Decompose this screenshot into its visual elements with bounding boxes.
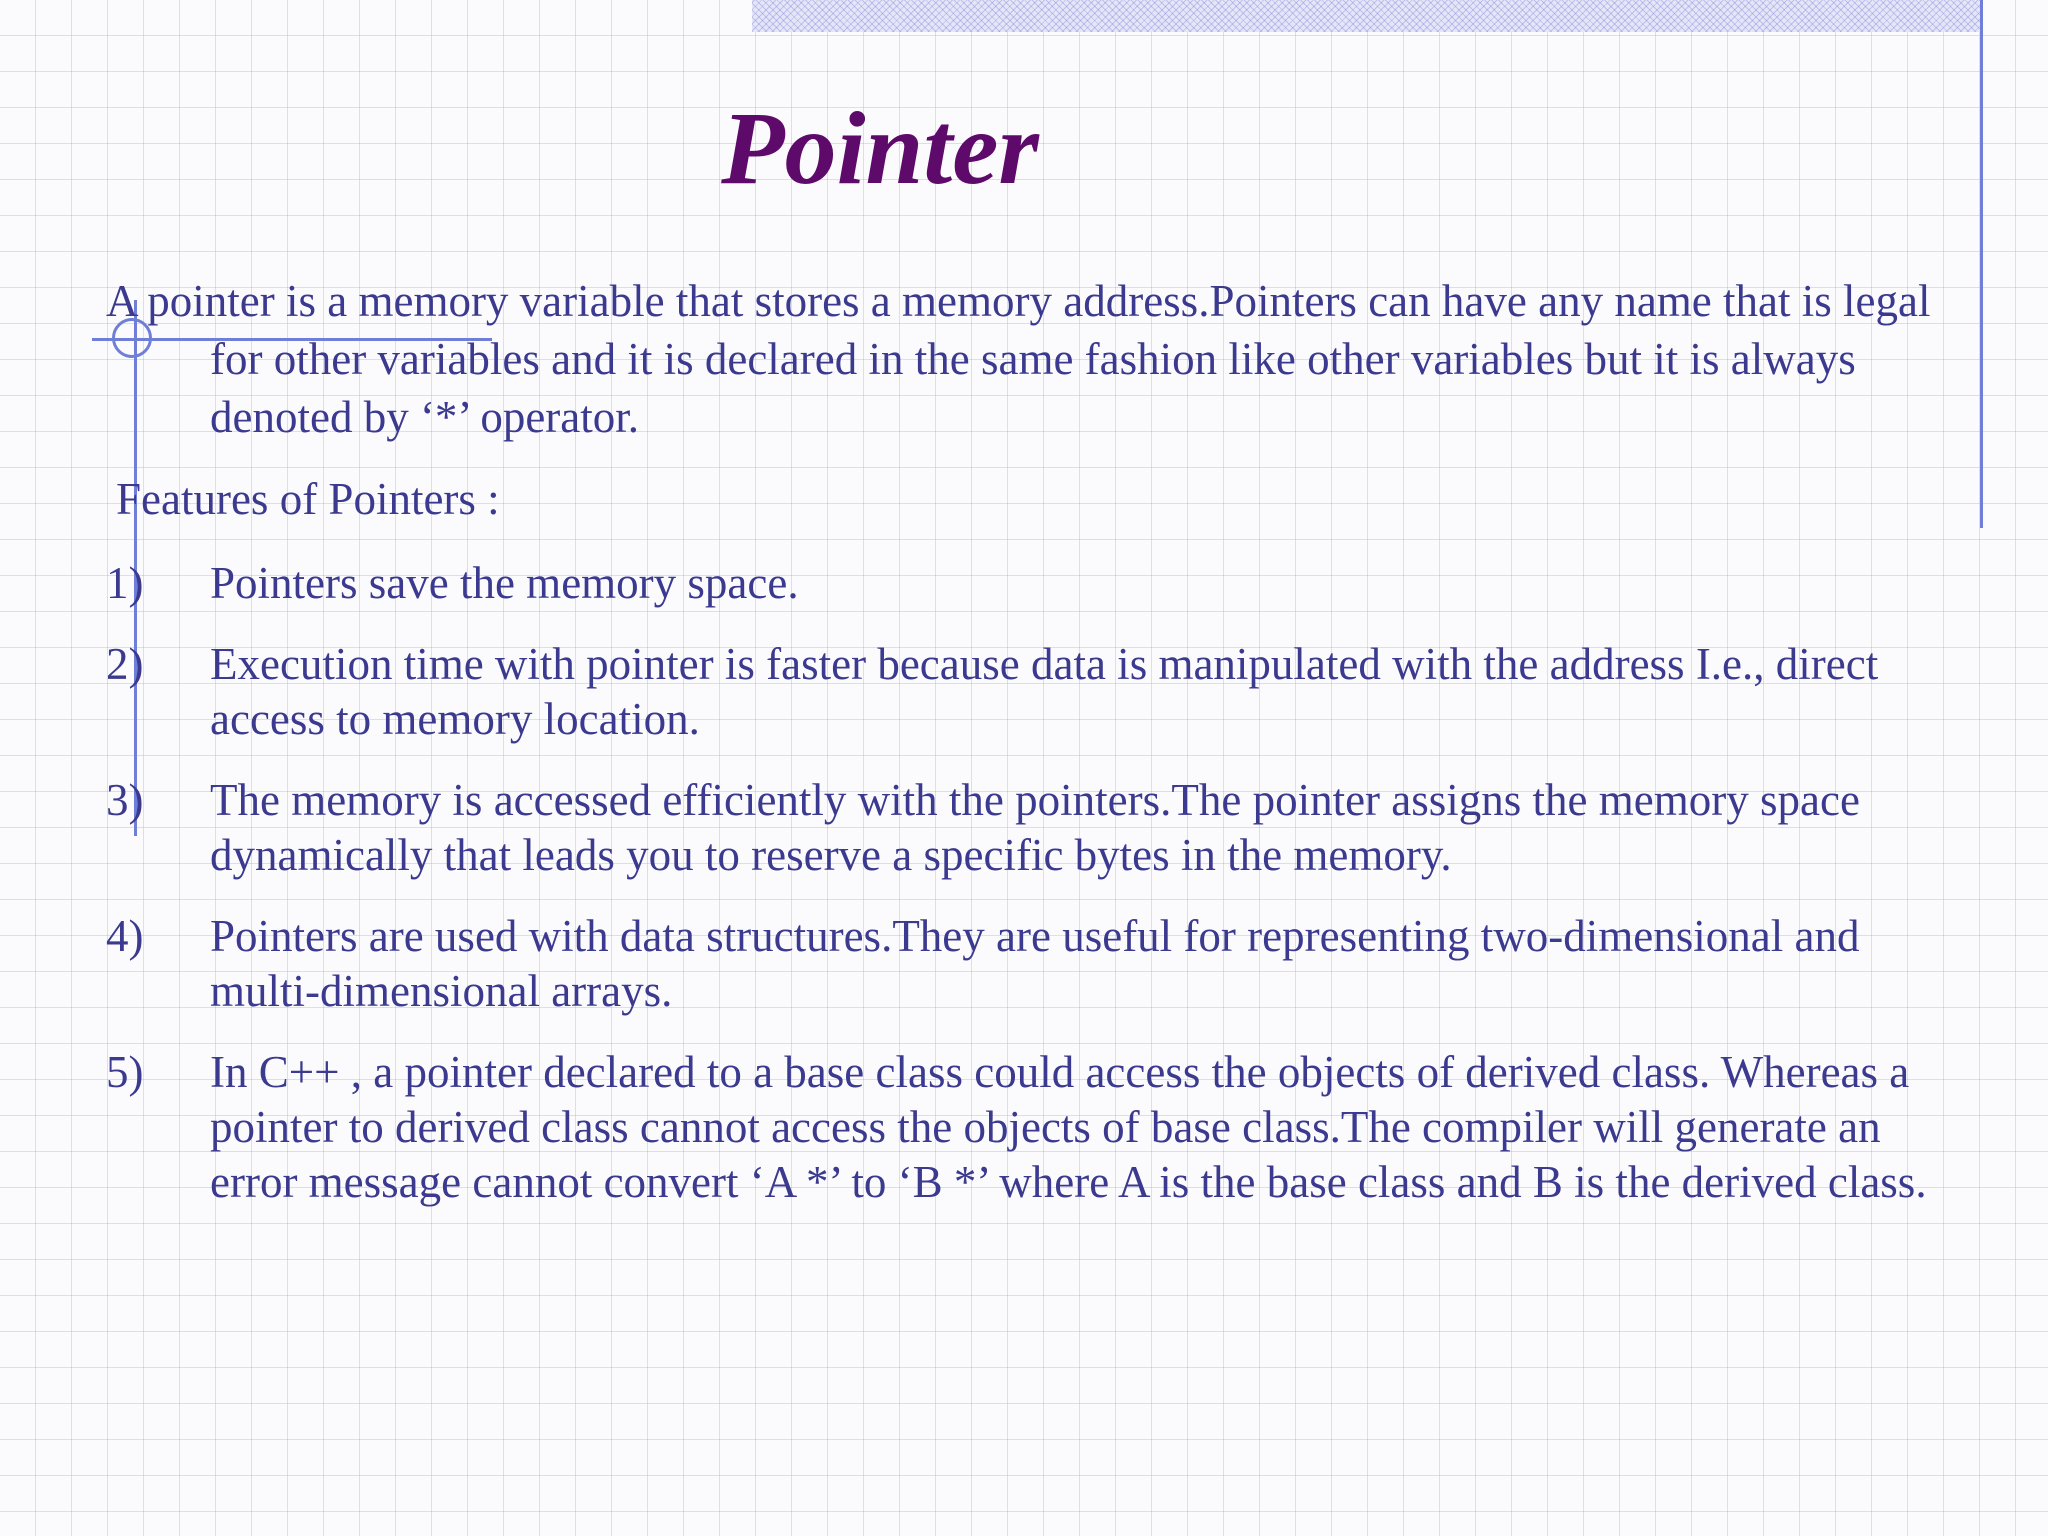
feature-text: Pointers are used with data structures.They are useful for representing two-dimensional and multi-dimensional arrays. <box>210 911 1860 1016</box>
intro-paragraph: A pointer is a memory variable that stores a memory address.Pointers can have any name that is legal for other variables and it is declared in the same fashion like other variables but it is always denoted by ‘*’ operator. <box>106 276 1931 442</box>
decorative-top-band <box>752 0 1982 32</box>
feature-number: 5) <box>106 1047 144 1097</box>
feature-text: Pointers save the memory space. <box>210 558 799 608</box>
feature-item <box>106 1045 1976 1210</box>
decorative-right-line <box>1980 0 1983 528</box>
feature-item <box>106 773 1976 883</box>
feature-number: 4) <box>106 911 144 961</box>
feature-text: Execution time with pointer is faster because data is manipulated with the address I.e., direct access to memory location. <box>210 639 1879 744</box>
feature-list <box>106 556 1976 1236</box>
feature-item <box>106 556 1976 611</box>
feature-item <box>106 909 1976 1019</box>
feature-text: The memory is accessed efficiently with the pointers.The pointer assigns the memory space dynamically that leads you to reserve a specific bytes in the memory. <box>210 775 1860 880</box>
feature-item <box>106 637 1976 747</box>
feature-number: 1) <box>106 558 144 608</box>
feature-number: 3) <box>106 775 144 825</box>
feature-number: 2) <box>106 639 144 689</box>
feature-text: In C++ , a pointer declared to a base class could access the objects of derived class. Whereas a pointer to derived class cannot access the objects of base class.The compiler will generate an error message cannot convert ‘A *’ to ‘B *’ where A is the base class and B is the derived class. <box>210 1047 1927 1207</box>
features-heading: Features of Pointers : <box>116 474 500 524</box>
slide-title: Pointer <box>721 91 1039 206</box>
